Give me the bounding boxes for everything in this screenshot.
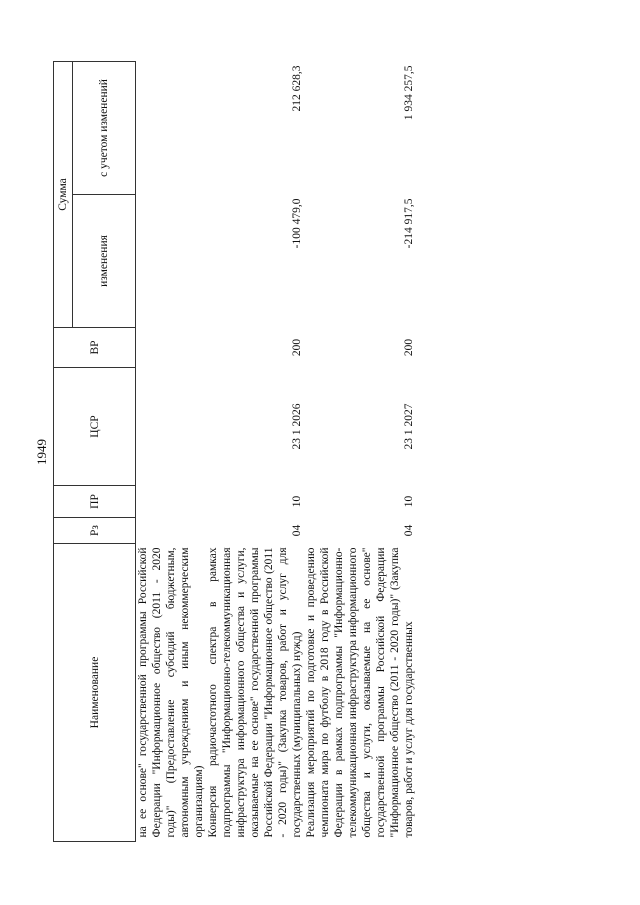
header-row-top bbox=[54, 61, 73, 841]
row-vr bbox=[136, 328, 207, 368]
header-name: Наименование bbox=[54, 544, 136, 842]
row-with-change: 1 934 257,5 bbox=[403, 65, 415, 121]
row-csr: 23 1 2027 bbox=[403, 403, 415, 450]
row-with-change bbox=[136, 61, 207, 194]
row-change bbox=[136, 195, 207, 328]
page-number: 1949 bbox=[34, 439, 49, 465]
row-csr bbox=[136, 368, 207, 486]
row-vr: 200 bbox=[291, 338, 303, 357]
table-row bbox=[206, 61, 304, 841]
row-name: на ее основе" государственной программы Российской Федерации "Информационное общество (2011 - 2020 годы)" (Предоставление субсидий бюджетным, автономным учреждениям и иным некоммерческим организациям) bbox=[137, 547, 205, 838]
row-name: Реализация мероприятий по подготовке и проведению чемпионата мира по футболу в 2018 году в Российской Федерации в рамках подпрограммы "Информационно-телекоммуникационная инфраструктура информационного общества и услуги, оказываемые на ее основе" государственной программы Российской Федерации "Информационное общество (2011 - 2020 годы)" (Закупка товаров, работ и услуг для государственных bbox=[305, 547, 415, 838]
budget-table bbox=[53, 61, 416, 842]
table-row bbox=[136, 61, 207, 841]
row-with-change: 212 628,3 bbox=[291, 65, 303, 112]
row-change: -214 917,5 bbox=[403, 198, 415, 249]
document-page bbox=[34, 62, 600, 842]
row-change: -100 479,0 bbox=[291, 198, 303, 249]
header-rz: Рз bbox=[54, 518, 136, 544]
header-sum: Сумма bbox=[54, 61, 73, 327]
header-with-change: с учетом изменений bbox=[73, 61, 136, 194]
row-csr: 23 1 2026 bbox=[291, 403, 303, 450]
row-rz bbox=[136, 518, 207, 544]
header-vr: ВР bbox=[54, 328, 136, 368]
row-name: Конверсия радиочастотного спектра в рамках подпрограммы "Информационно-телекоммуникационная инфраструктура информационного общества и услуги, оказываемые на ее основе" государственной программы Российской Федерации "Информационное общество (2011 - 2020 годы)" (Закупка товаров, работ и услуг для государственных (муниципальных) нужд) bbox=[207, 547, 303, 838]
row-pr: 10 bbox=[291, 495, 303, 508]
header-pr: ПР bbox=[54, 486, 136, 518]
table-row bbox=[304, 61, 416, 841]
row-pr: 10 bbox=[403, 495, 415, 508]
row-rz: 04 bbox=[291, 524, 303, 537]
row-rz: 04 bbox=[403, 524, 415, 537]
header-csr: ЦСР bbox=[54, 368, 136, 486]
header-change: изменения bbox=[73, 195, 136, 328]
row-vr: 200 bbox=[403, 338, 415, 357]
row-pr bbox=[136, 486, 207, 518]
